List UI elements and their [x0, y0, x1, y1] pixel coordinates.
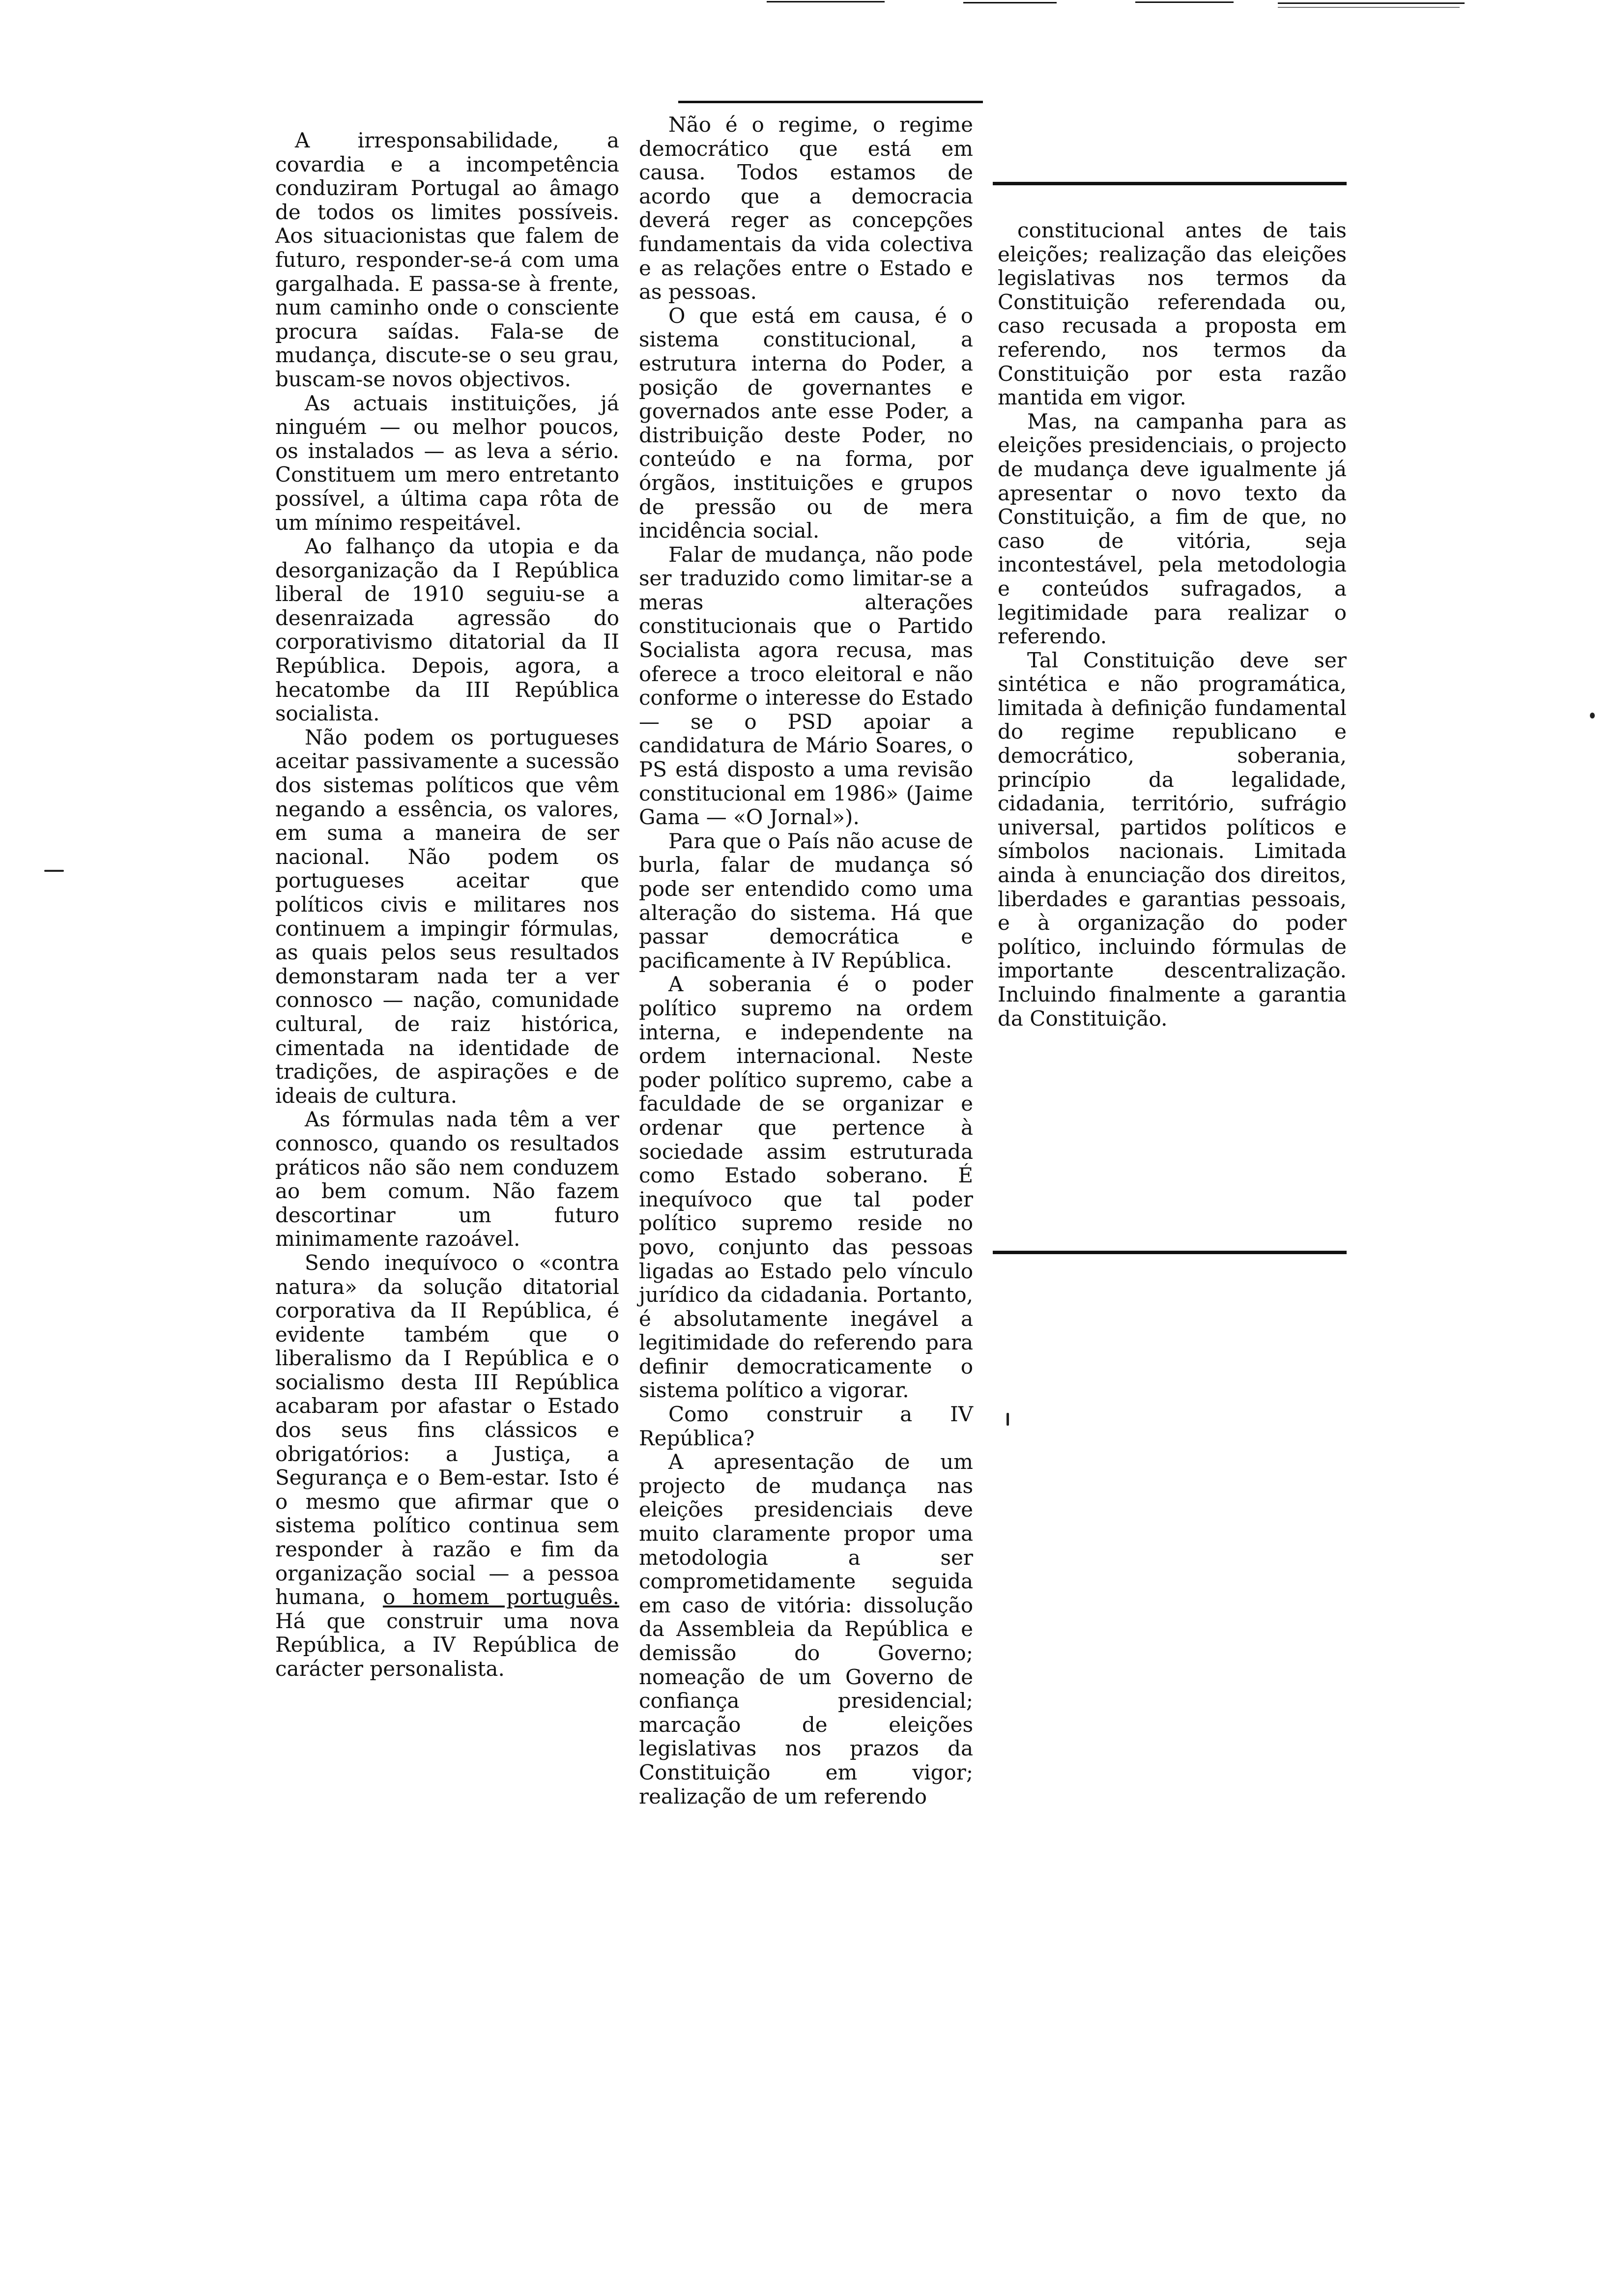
paragraph: As actuais instituições, já ninguém — ou melhor poucos, os instalados — as leva a sério. Constituem um mero entretanto possível, a última capa rôta de um mínimo respeitável. — [275, 391, 619, 535]
article-column-3-boxed — [998, 219, 1347, 1031]
paragraph: Não é o regime, o regime democrático que está em causa. Todos estamos de acordo que a democracia deverá reger as concepções fundamentais da vida colectiva e as relações entre o Estado e as pessoas. — [639, 113, 973, 304]
top-rule — [963, 2, 1057, 3]
article-column-2 — [639, 113, 973, 1808]
underlined-phrase: o homem português. — [382, 1585, 619, 1609]
paragraph: Falar de mudança, não pode ser traduzido como limitar-se a meras alterações constitucionais que o Partido Socialista agora recusa, mas oferece a troco eleitoral e não conforme o interesse do Estado — se o PSD apoiar a candidatura de Mário Soares, o PS está disposto a uma revisão constitucional em 1986» (Jaime Gama — «O Jornal»). — [639, 542, 973, 830]
paragraph: Ao falhanço da utopia e da desorganização da I República liberal de 1910 seguiu-se a desenraizada agressão do corporativismo ditatorial da II República. Depois, agora, a hecatombe da III República socialista. — [275, 534, 619, 726]
top-rule — [1278, 2, 1465, 4]
paragraph — [275, 1251, 619, 1681]
paragraph: Como construir a IV República? — [639, 1402, 973, 1450]
article-column-1 — [275, 129, 619, 1681]
box-top-rule — [993, 182, 1347, 185]
top-rule — [1278, 7, 1460, 8]
top-rule — [1135, 1, 1234, 3]
paragraph: A soberania é o poder político supremo na ordem interna, e independente na ordem internacional. Neste poder político supremo, cabe a faculdade de se organizar e ordenar que pertence à sociedade assim estruturada como Estado soberano. É inequívoco que tal poder político supremo reside no povo, conjunto das pessoas ligadas ao Estado pelo vínculo jurídico da cidadania. Portanto, é absolutamente inegável a legitimidade do referendo para definir democraticamente o sistema político a vigorar. — [639, 972, 973, 1403]
top-rule — [767, 1, 885, 2]
paragraph: constitucional antes de tais eleições; realização das eleições legislativas nos termos da Constituição referendada ou, caso recusada a proposta em referendo, nos termos da Constituição por esta razão mantida em vigor. — [998, 218, 1347, 410]
paragraph: As fórmulas nada têm a ver connosco, quando os resultados práticos não são nem conduzem ao bem comum. Não fazem descortinar um futuro minimamente razoável. — [275, 1107, 619, 1251]
box-bottom-rule — [993, 1251, 1347, 1254]
scan-speck — [1007, 1413, 1009, 1426]
paragraph: Não podem os portugueses aceitar passivamente a sucessão dos sistemas políticos que vêm negando a essência, os valores, em suma a maneira de ser nacional. Não podem os portugueses aceitar que políticos civis e militares nos continuem a impingir fórmulas, as quais pelos seus resultados demonstaram nada ter a ver connosco — nação, comunidade cultural, de raiz histórica, cimentada na identidade de tradições, de aspirações e de ideais de cultura. — [275, 725, 619, 1108]
paragraph: Para que o País não acuse de burla, falar de mudança só pode ser entendido como uma alteração do sistema. Há que passar democrática e pacificamente à IV República. — [639, 829, 973, 973]
paragraph: O que está em causa, é o sistema constitucional, a estrutura interna do Poder, a posição de governantes e governados ante esse Poder, a distribuição deste Poder, no conteúdo e na forma, por órgãos, instituições e grupos de pressão ou de mera incidência social. — [639, 303, 973, 543]
scan-speck — [44, 870, 64, 872]
paragraph: Mas, na campanha para as eleições presidenciais, o projecto de mudança deve igualmente já apresentar o novo texto da Constituição, a fim de que, no caso de vitória, seja incontestável, pela metodologia e conteúdos sufragados, a legitimidade para realizar o referendo. — [998, 409, 1347, 649]
paragraph-text: Sendo inequívoco o «contra natura» da solução ditatorial corporativa da II República, é evidente também que o liberalismo da I República e o socialismo desta III República acabaram por afastar o Estado dos seus fins clássicos e obrigatórios: a Justiça, a Segurança e o Bem-estar. Isto é o mesmo que afirmar que o sistema político continua sem responder à razão e fim da organização social — a pessoa humana, — [275, 1250, 619, 1609]
column-header-rule — [678, 101, 983, 103]
paragraph: Tal Constituição deve ser sintética e não programática, limitada à definição fundamental do regime republicano e democrático, soberania, princípio da legalidade, cidadania, território, sufrágio universal, partidos políticos e símbolos nacionais. Limitada ainda à enunciação dos direitos, liberdades e garantias pessoais, e à organização do poder político, incluindo fórmulas de importante descentralização. Incluindo finalmente a garantia da Constituição. — [998, 648, 1347, 1031]
paragraph: A apresentação de um projecto de mudança nas eleições presidenciais deve muito claramente propor uma metodologia a ser comprometidamente seguida em caso de vitória: dissolução da Assembleia da República e demissão do Governo; nomeação de um Governo de confiança presidencial; marcação de eleições legislativas nos prazos da Constituição em vigor; realização de um referendo — [639, 1450, 973, 1808]
paragraph: A irresponsabilidade, a covardia e a incompetência conduziram Portugal ao âmago de todos os limites possíveis. Aos situacionistas que falem de futuro, responder-se-á com uma gargalhada. E passa-se à frente, num caminho onde o consciente procura saídas. Fala-se de mudança, discute-se o seu grau, buscam-se novos objectivos. — [275, 128, 619, 391]
paragraph-text: Há que construir uma nova República, a IV República de carácter personalista. — [275, 1608, 619, 1681]
scan-speck — [1590, 713, 1595, 718]
